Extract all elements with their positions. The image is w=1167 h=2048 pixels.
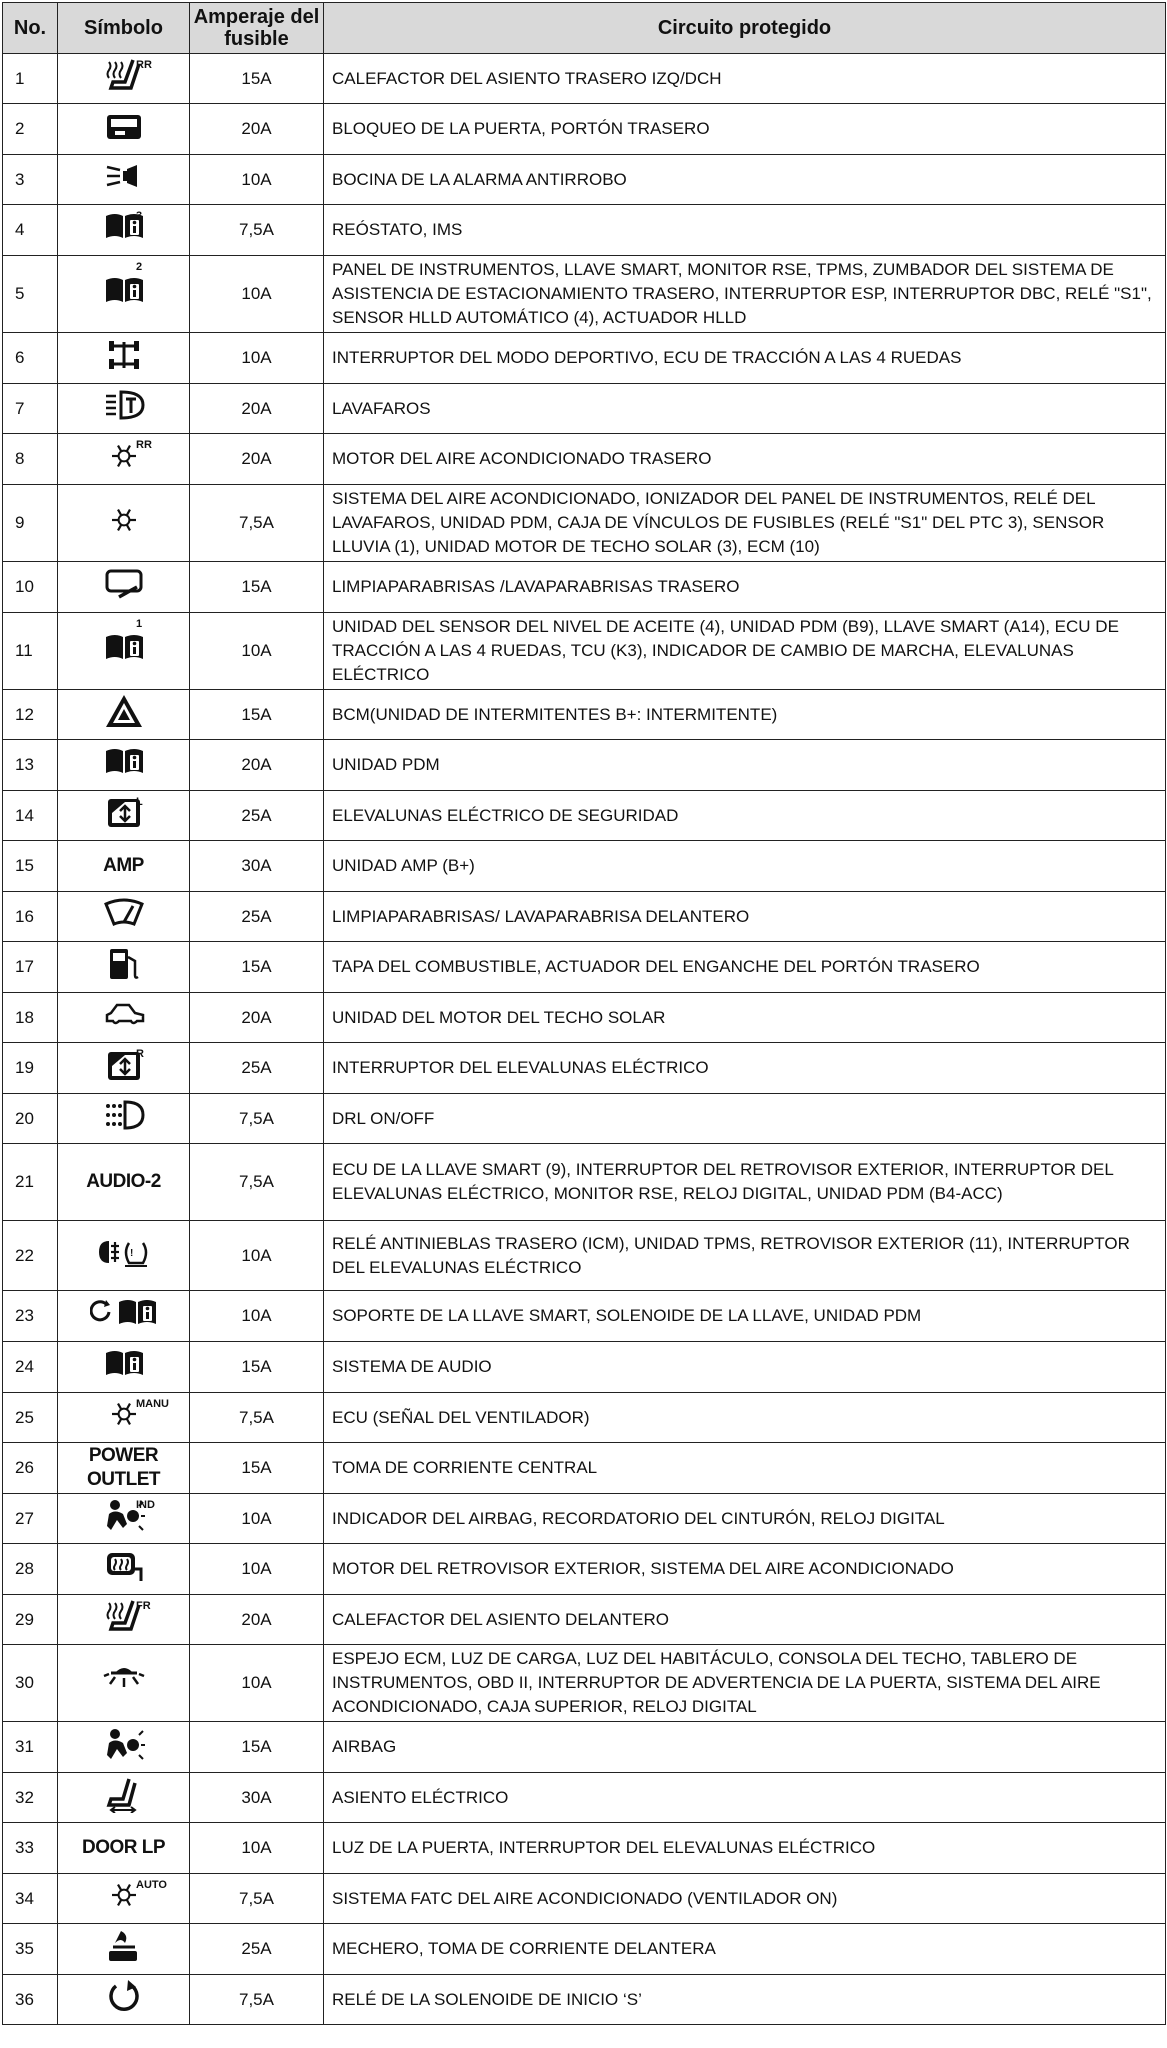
table-row — [3, 1874, 1166, 1924]
fuse-symbol — [58, 892, 190, 942]
svg-text:!: ! — [129, 1248, 133, 1259]
fuse-number: 13 — [3, 740, 58, 791]
front-wiper-icon — [103, 894, 145, 939]
fuse-symbol — [58, 1144, 190, 1221]
fuse-symbol — [58, 791, 190, 841]
protected-circuit: ELEVALUNAS ELÉCTRICO DE SEGURIDAD — [324, 791, 1166, 841]
fuse-symbol — [58, 54, 190, 104]
fuse-number: 3 — [3, 155, 58, 205]
fuse-symbol — [58, 104, 190, 155]
protected-circuit: MECHERO, TOMA DE CORRIENTE DELANTERA — [324, 1924, 1166, 1975]
fuse-symbol — [58, 1773, 190, 1823]
rear-fog-tpms-icon — [95, 1233, 153, 1278]
fuse-symbol — [58, 1975, 190, 2025]
fuse-number: 9 — [3, 485, 58, 562]
table-row — [3, 1544, 1166, 1595]
symbol-label: POWER OUTLET — [87, 1445, 160, 1490]
table-row — [3, 1773, 1166, 1823]
table-row — [3, 1221, 1166, 1291]
fuse-amperage: 25A — [190, 892, 324, 942]
table-row — [3, 942, 1166, 993]
fuse-number: 31 — [3, 1722, 58, 1773]
table-row — [3, 1094, 1166, 1144]
table-row — [3, 1924, 1166, 1975]
symbol-label: AMP — [103, 855, 144, 876]
table-row — [3, 1975, 1166, 2025]
table-row — [3, 1043, 1166, 1094]
protected-circuit: SOPORTE DE LA LLAVE SMART, SOLENOIDE DE LA LLAVE, UNIDAD PDM — [324, 1291, 1166, 1342]
table-row — [3, 1342, 1166, 1393]
table-row — [3, 841, 1166, 892]
protected-circuit: PANEL DE INSTRUMENTOS, LLAVE SMART, MONITOR RSE, TPMS, ZUMBADOR DEL SISTEMA DE ASISTENCIA DE ESTACIONAMIENTO TRASERO, INTERRUPTOR ESP, INTERRUPTOR DBC, RELÉ "S1", SENSOR HLLD AUTOMÁTICO (4), ACTUADOR HLLD — [324, 256, 1166, 333]
fuse-symbol — [58, 993, 190, 1043]
fuse-amperage: 20A — [190, 740, 324, 791]
headlamp-washer-icon — [103, 386, 145, 431]
header-amperage-line1: Amperaje del — [193, 6, 320, 28]
fuel-pump-icon — [103, 945, 145, 990]
fuse-symbol — [58, 1722, 190, 1773]
header-circuit: Circuito protegido — [324, 3, 1166, 54]
protected-circuit: TOMA DE CORRIENTE CENTRAL — [324, 1443, 1166, 1494]
cigar-lighter-icon — [103, 1927, 145, 1972]
fuse-number: 20 — [3, 1094, 58, 1144]
fuse-amperage: 10A — [190, 1494, 324, 1544]
symbol-label: DOOR LP — [81, 1837, 166, 1858]
fuse-amperage: 7,5A — [190, 485, 324, 562]
fuse-symbol — [58, 740, 190, 791]
fuse-symbol — [58, 1544, 190, 1595]
fuse-number: 10 — [3, 562, 58, 613]
table-row — [3, 155, 1166, 205]
table-row — [3, 384, 1166, 434]
fuse-amperage: 20A — [190, 104, 324, 155]
fuse-symbol — [58, 333, 190, 384]
fuse-amperage: 7,5A — [190, 1874, 324, 1924]
table-row — [3, 690, 1166, 740]
protected-circuit: REÓSTATO, IMS — [324, 205, 1166, 256]
fuse-amperage: 15A — [190, 562, 324, 613]
table-header-row — [3, 3, 1166, 54]
protected-circuit: DRL ON/OFF — [324, 1094, 1166, 1144]
fuse-number: 24 — [3, 1342, 58, 1393]
fuse-number: 17 — [3, 942, 58, 993]
protected-circuit: INTERRUPTOR DEL ELEVALUNAS ELÉCTRICO — [324, 1043, 1166, 1094]
table-row — [3, 54, 1166, 104]
fuse-amperage: 15A — [190, 1443, 324, 1494]
fuse-symbol — [58, 1874, 190, 1924]
fuse-number: 16 — [3, 892, 58, 942]
fuse-number: 8 — [3, 434, 58, 485]
fuse-number: 1 — [3, 54, 58, 104]
fuse-amperage: 10A — [190, 1291, 324, 1342]
fuse-symbol — [58, 1342, 190, 1393]
fuse-number: 21 — [3, 1144, 58, 1221]
fuse-number: 26 — [3, 1443, 58, 1494]
symbol-superscript: L — [136, 796, 143, 808]
airbag-icon — [103, 1725, 145, 1770]
fuse-number: 22 — [3, 1221, 58, 1291]
fuse-number: 14 — [3, 791, 58, 841]
protected-circuit: LIMPIAPARABRISAS /LAVAPARABRISAS TRASERO — [324, 562, 1166, 613]
table-row — [3, 791, 1166, 841]
table-row — [3, 1291, 1166, 1342]
table-row — [3, 333, 1166, 384]
sunroof-car-icon — [103, 995, 145, 1040]
drl-lamp-icon — [103, 1096, 145, 1141]
fuse-symbol — [58, 1595, 190, 1645]
fuse-amperage: 20A — [190, 434, 324, 485]
fuse-symbol — [58, 942, 190, 993]
protected-circuit: LUZ DE LA PUERTA, INTERRUPTOR DEL ELEVALUNAS ELÉCTRICO — [324, 1823, 1166, 1874]
table-row — [3, 434, 1166, 485]
fuse-amperage: 7,5A — [190, 1094, 324, 1144]
table-row — [3, 1494, 1166, 1544]
fuse-number: 28 — [3, 1544, 58, 1595]
symbol-superscript: RR — [136, 59, 152, 71]
protected-circuit: ECU (SEÑAL DEL VENTILADOR) — [324, 1393, 1166, 1443]
fuse-symbol — [58, 613, 190, 690]
fuse-symbol — [58, 1043, 190, 1094]
protected-circuit: TAPA DEL COMBUSTIBLE, ACTUADOR DEL ENGANCHE DEL PORTÓN TRASERO — [324, 942, 1166, 993]
protected-circuit: SISTEMA DE AUDIO — [324, 1342, 1166, 1393]
fuse-amperage: 15A — [190, 690, 324, 740]
fuse-symbol — [58, 1221, 190, 1291]
fuse-number: 15 — [3, 841, 58, 892]
fuse-amperage: 15A — [190, 942, 324, 993]
fuse-symbol — [58, 841, 190, 892]
protected-circuit: ASIENTO ELÉCTRICO — [324, 1773, 1166, 1823]
fuse-number: 6 — [3, 333, 58, 384]
fuse-symbol — [58, 1094, 190, 1144]
header-no: No. — [3, 3, 58, 54]
fuse-amperage: 7,5A — [190, 1975, 324, 2025]
fuse-amperage: 30A — [190, 1773, 324, 1823]
protected-circuit: BLOQUEO DE LA PUERTA, PORTÓN TRASERO — [324, 104, 1166, 155]
fuse-number: 11 — [3, 613, 58, 690]
table-row — [3, 104, 1166, 155]
fuse-symbol — [58, 1823, 190, 1874]
hazard-triangle-icon — [103, 692, 145, 737]
protected-circuit: UNIDAD PDM — [324, 740, 1166, 791]
fuse-number: 36 — [3, 1975, 58, 2025]
info-book-icon — [103, 743, 145, 788]
door-lock-icon — [103, 107, 145, 152]
fuse-amperage: 20A — [190, 384, 324, 434]
fuse-number: 29 — [3, 1595, 58, 1645]
fuse-amperage: 7,5A — [190, 205, 324, 256]
fuse-amperage: 10A — [190, 613, 324, 690]
fuse-number: 5 — [3, 256, 58, 333]
table-row — [3, 1595, 1166, 1645]
fuse-amperage: 7,5A — [190, 1144, 324, 1221]
symbol-superscript: IND — [136, 1499, 155, 1511]
protected-circuit: UNIDAD DEL SENSOR DEL NIVEL DE ACEITE (4), UNIDAD PDM (B9), LLAVE SMART (A14), ECU DE TRACCIÓN A LAS 4 RUEDAS, TCU (K3), INDICADOR DE CAMBIO DE MARCHA, ELEVALUNAS ELÉCTRICO — [324, 613, 1166, 690]
fuse-symbol — [58, 1443, 190, 1494]
protected-circuit: SISTEMA DEL AIRE ACONDICIONADO, IONIZADOR DEL PANEL DE INSTRUMENTOS, RELÉ DEL LAVAFAROS, UNIDAD PDM, CAJA DE VÍNCULOS DE FUSIBLES (RELÉ "S1" DEL PTC 3), SENSOR LLUVIA (1), UNIDAD MOTOR DE TECHO SOLAR (3), ECM (10) — [324, 485, 1166, 562]
protected-circuit: UNIDAD DEL MOTOR DEL TECHO SOLAR — [324, 993, 1166, 1043]
fuse-amperage: 25A — [190, 1924, 324, 1975]
key-info-icon — [90, 1294, 158, 1339]
fuse-symbol — [58, 256, 190, 333]
table-row — [3, 740, 1166, 791]
fuse-symbol — [58, 1645, 190, 1722]
fuse-number: 18 — [3, 993, 58, 1043]
rear-wiper-icon — [103, 565, 145, 610]
info-book-icon — [103, 1345, 145, 1390]
protected-circuit: BOCINA DE LA ALARMA ANTIRROBO — [324, 155, 1166, 205]
header-amperage — [190, 3, 324, 54]
fuse-symbol — [58, 690, 190, 740]
fuse-number: 32 — [3, 1773, 58, 1823]
protected-circuit: AIRBAG — [324, 1722, 1166, 1773]
fuse-amperage: 10A — [190, 1645, 324, 1722]
fuse-amperage: 15A — [190, 54, 324, 104]
protected-circuit: RELÉ ANTINIEBLAS TRASERO (ICM), UNIDAD TPMS, RETROVISOR EXTERIOR (11), INTERRUPTOR DEL ELEVALUNAS ELÉCTRICO — [324, 1221, 1166, 1291]
fuse-amperage: 20A — [190, 1595, 324, 1645]
protected-circuit: CALEFACTOR DEL ASIENTO TRASERO IZQ/DCH — [324, 54, 1166, 104]
info-book-icon — [103, 272, 145, 317]
fuse-number: 35 — [3, 1924, 58, 1975]
protected-circuit: ECU DE LA LLAVE SMART (9), INTERRUPTOR DEL RETROVISOR EXTERIOR, INTERRUPTOR DEL ELEVALUNAS ELÉCTRICO, MONITOR RSE, RELOJ DIGITAL, UNIDAD PDM (B4-ACC) — [324, 1144, 1166, 1221]
protected-circuit: BCM(UNIDAD DE INTERMITENTES B+: INTERMITENTE) — [324, 690, 1166, 740]
fuse-symbol — [58, 1291, 190, 1342]
fuse-amperage: 25A — [190, 791, 324, 841]
fuse-number: 30 — [3, 1645, 58, 1722]
fuse-symbol — [58, 205, 190, 256]
fuse-number: 12 — [3, 690, 58, 740]
fuse-number: 25 — [3, 1393, 58, 1443]
protected-circuit: ESPEJO ECM, LUZ DE CARGA, LUZ DEL HABITÁCULO, CONSOLA DEL TECHO, TABLERO DE INSTRUMENTOS, OBD II, INTERRUPTOR DE ADVERTENCIA DE LA PUERTA, SISTEMA DEL AIRE ACONDICIONADO, CAJA SUPERIOR, RELOJ DIGITAL — [324, 1645, 1166, 1722]
fuse-table — [2, 2, 1166, 2025]
symbol-label: AUDIO-2 — [86, 1171, 161, 1192]
table-row — [3, 256, 1166, 333]
fuse-number: 33 — [3, 1823, 58, 1874]
fuse-symbol — [58, 485, 190, 562]
fuse-number: 27 — [3, 1494, 58, 1544]
protected-circuit: RELÉ DE LA SOLENOIDE DE INICIO ‘S’ — [324, 1975, 1166, 2025]
fuse-number: 23 — [3, 1291, 58, 1342]
symbol-superscript: FR — [136, 1600, 151, 1612]
symbol-superscript: 3 — [136, 210, 143, 222]
header-symbol: Símbolo — [58, 3, 190, 54]
table-row — [3, 993, 1166, 1043]
alarm-horn-icon — [103, 157, 145, 202]
table-row — [3, 1443, 1166, 1494]
protected-circuit: LAVAFAROS — [324, 384, 1166, 434]
fuse-number: 4 — [3, 205, 58, 256]
symbol-superscript: AUTO — [136, 1879, 167, 1891]
protected-circuit: INTERRUPTOR DEL MODO DEPORTIVO, ECU DE TRACCIÓN A LAS 4 RUEDAS — [324, 333, 1166, 384]
fuse-amperage: 15A — [190, 1342, 324, 1393]
table-row — [3, 1144, 1166, 1221]
fuse-symbol — [58, 1494, 190, 1544]
fuse-number: 19 — [3, 1043, 58, 1094]
power-seat-icon — [103, 1775, 145, 1820]
symbol-superscript: MANU — [136, 1398, 169, 1410]
info-book-icon — [103, 629, 145, 674]
table-row — [3, 1645, 1166, 1722]
fuse-amperage: 7,5A — [190, 1393, 324, 1443]
table-row — [3, 1393, 1166, 1443]
start-key-icon — [103, 1977, 145, 2022]
fuse-symbol — [58, 434, 190, 485]
table-row — [3, 562, 1166, 613]
fuse-amperage: 10A — [190, 1823, 324, 1874]
fuse-amperage: 30A — [190, 841, 324, 892]
protected-circuit: UNIDAD AMP (B+) — [324, 841, 1166, 892]
fuse-amperage: 25A — [190, 1043, 324, 1094]
fuse-amperage: 10A — [190, 155, 324, 205]
fuse-amperage: 10A — [190, 1221, 324, 1291]
fuse-number: 34 — [3, 1874, 58, 1924]
symbol-superscript: 1 — [136, 618, 143, 630]
heated-mirror-icon — [103, 1547, 145, 1592]
protected-circuit: INDICADOR DEL AIRBAG, RECORDATORIO DEL CINTURÓN, RELOJ DIGITAL — [324, 1494, 1166, 1544]
table-row — [3, 892, 1166, 942]
fuse-symbol — [58, 1924, 190, 1975]
fuse-amperage: 15A — [190, 1722, 324, 1773]
fuse-symbol — [58, 1393, 190, 1443]
header-amperage-line2: fusible — [224, 28, 289, 50]
4wd-drivetrain-icon — [103, 336, 145, 381]
protected-circuit: CALEFACTOR DEL ASIENTO DELANTERO — [324, 1595, 1166, 1645]
table-row — [3, 1722, 1166, 1773]
fuse-amperage: 10A — [190, 333, 324, 384]
fuse-table-body — [3, 54, 1166, 2025]
table-row — [3, 613, 1166, 690]
fuse-symbol — [58, 155, 190, 205]
fuse-symbol — [58, 562, 190, 613]
protected-circuit: LIMPIAPARABRISAS/ LAVAPARABRISA DELANTERO — [324, 892, 1166, 942]
fuse-amperage: 10A — [190, 1544, 324, 1595]
table-row — [3, 1823, 1166, 1874]
protected-circuit: SISTEMA FATC DEL AIRE ACONDICIONADO (VENTILADOR ON) — [324, 1874, 1166, 1924]
symbol-superscript: R — [136, 1048, 144, 1060]
table-row — [3, 485, 1166, 562]
fuse-amperage: 20A — [190, 993, 324, 1043]
fuse-number: 7 — [3, 384, 58, 434]
table-row — [3, 205, 1166, 256]
fuse-number: 2 — [3, 104, 58, 155]
symbol-superscript: 2 — [136, 261, 143, 273]
fuse-amperage: 10A — [190, 256, 324, 333]
fuse-symbol — [58, 384, 190, 434]
protected-circuit: MOTOR DEL RETROVISOR EXTERIOR, SISTEMA DEL AIRE ACONDICIONADO — [324, 1544, 1166, 1595]
protected-circuit: MOTOR DEL AIRE ACONDICIONADO TRASERO — [324, 434, 1166, 485]
fan-snowflake-icon — [103, 501, 145, 546]
room-lamp-icon — [103, 1661, 145, 1706]
symbol-superscript: RR — [136, 439, 152, 451]
